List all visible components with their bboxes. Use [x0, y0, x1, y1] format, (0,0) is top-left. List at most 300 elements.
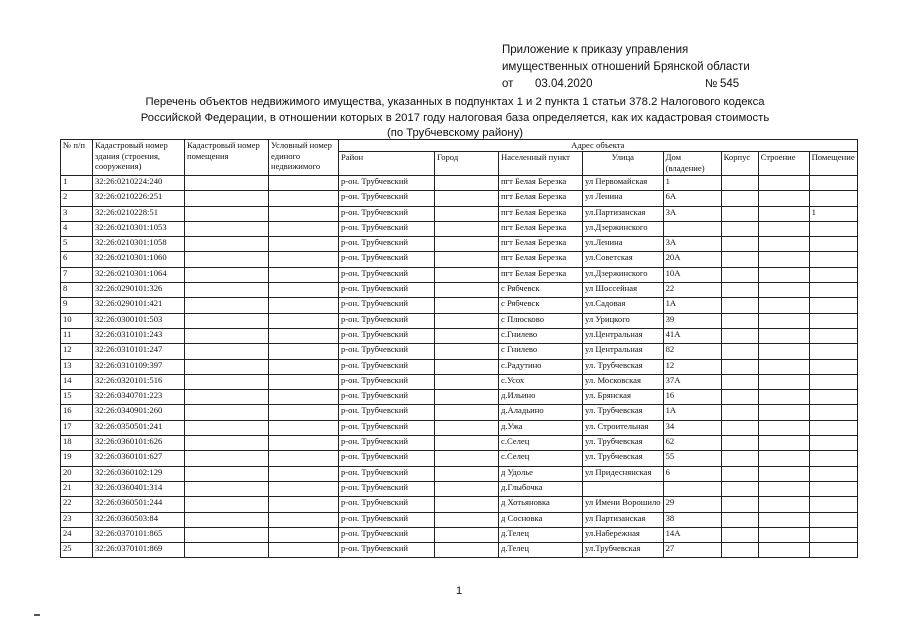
- cell-cad-building: 32:26:0360101:627: [93, 451, 185, 466]
- cell-street: ул Ленина: [583, 191, 664, 206]
- cell-district: р-он. Трубчевский: [339, 221, 435, 236]
- cell-district: р-он. Трубчевский: [339, 466, 435, 481]
- cell-num: 20: [61, 466, 93, 481]
- cell-street: ул. Брянская: [583, 390, 664, 405]
- cell-settlement: д.Телец: [499, 527, 583, 542]
- cell-street: ул. Трубчевская: [583, 451, 664, 466]
- cell-stroenie: [758, 252, 809, 267]
- cell-cad-building: 32:26:0320101:516: [93, 374, 185, 389]
- cell-city: [435, 451, 499, 466]
- cell-korpus: [721, 451, 758, 466]
- cell-cad-room: [185, 328, 269, 343]
- table-row: [61, 176, 858, 191]
- cell-settlement: пгт Белая Березка: [499, 237, 583, 252]
- cell-district: р-он. Трубчевский: [339, 543, 435, 558]
- cell-house: 12: [663, 359, 721, 374]
- cell-house: 14А: [663, 527, 721, 542]
- cell-room: [809, 313, 857, 328]
- cell-cad-building: 32:26:0350501:241: [93, 420, 185, 435]
- cell-street: ул Имени Ворошило: [583, 497, 664, 512]
- cell-korpus: [721, 237, 758, 252]
- cell-city: [435, 527, 499, 542]
- cell-house: 1: [663, 176, 721, 191]
- cell-cad-room: [185, 527, 269, 542]
- cell-city: [435, 497, 499, 512]
- cell-city: [435, 420, 499, 435]
- cell-num: 11: [61, 328, 93, 343]
- cell-cad-building: 32:26:0340901:260: [93, 405, 185, 420]
- cell-street: ул.Трубчевская: [583, 543, 664, 558]
- cell-settlement: с.Радутино: [499, 359, 583, 374]
- cell-house: 22: [663, 283, 721, 298]
- cell-cond-number: [269, 527, 339, 542]
- cell-house: 82: [663, 344, 721, 359]
- cell-korpus: [721, 176, 758, 191]
- cell-korpus: [721, 512, 758, 527]
- cell-house: [663, 481, 721, 496]
- header-cad-building: Кадастровый номер здания (строения, сооружения): [93, 140, 185, 176]
- cell-cad-room: [185, 313, 269, 328]
- cell-cond-number: [269, 328, 339, 343]
- cell-district: р-он. Трубчевский: [339, 344, 435, 359]
- cell-cond-number: [269, 359, 339, 374]
- table-row: [61, 267, 858, 282]
- cell-num: 13: [61, 359, 93, 374]
- cell-cad-room: [185, 420, 269, 435]
- table-row: [61, 420, 858, 435]
- cell-korpus: [721, 497, 758, 512]
- cell-cond-number: [269, 481, 339, 496]
- cell-cad-room: [185, 543, 269, 558]
- cell-cond-number: [269, 436, 339, 451]
- header-settlement: Населенный пункт: [499, 152, 583, 176]
- cell-cad-room: [185, 221, 269, 236]
- cell-room: [809, 328, 857, 343]
- cell-house: 29: [663, 497, 721, 512]
- order-header-line2: имущественных отношений Брянской области: [502, 61, 750, 73]
- cell-stroenie: [758, 374, 809, 389]
- cell-cond-number: [269, 283, 339, 298]
- cell-room: [809, 298, 857, 313]
- cell-district: р-он. Трубчевский: [339, 359, 435, 374]
- cell-street: ул.Центральная: [583, 328, 664, 343]
- cell-num: 5: [61, 237, 93, 252]
- table-row: [61, 313, 858, 328]
- cell-num: 1: [61, 176, 93, 191]
- cell-cad-building: 32:26:0360503:84: [93, 512, 185, 527]
- cell-street: ул.Партизанская: [583, 206, 664, 221]
- cell-cad-building: 32:26:0300101:503: [93, 313, 185, 328]
- table-row: [61, 436, 858, 451]
- cell-settlement: с Плюсково: [499, 313, 583, 328]
- cell-stroenie: [758, 344, 809, 359]
- table-body: [61, 176, 858, 558]
- cell-stroenie: [758, 283, 809, 298]
- table-row: [61, 283, 858, 298]
- cell-cad-building: 32:26:0360401:314: [93, 481, 185, 496]
- cell-cad-room: [185, 344, 269, 359]
- cell-num: 15: [61, 390, 93, 405]
- cell-cond-number: [269, 512, 339, 527]
- cell-city: [435, 328, 499, 343]
- cell-cad-building: 32:26:0210226:251: [93, 191, 185, 206]
- cell-num: 3: [61, 206, 93, 221]
- cell-settlement: пгт Белая Березка: [499, 221, 583, 236]
- cell-stroenie: [758, 512, 809, 527]
- cell-room: [809, 481, 857, 496]
- cell-district: р-он. Трубчевский: [339, 497, 435, 512]
- cell-cad-building: 32:26:0310109:397: [93, 359, 185, 374]
- cell-num: 10: [61, 313, 93, 328]
- cell-cad-building: 32:26:0290101:326: [93, 283, 185, 298]
- table-row: [61, 374, 858, 389]
- order-number-label: №: [705, 78, 718, 90]
- cell-room: [809, 283, 857, 298]
- cell-stroenie: [758, 466, 809, 481]
- table-row: [61, 206, 858, 221]
- cell-city: [435, 191, 499, 206]
- header-num: № п/п: [61, 140, 93, 176]
- cell-street: ул.Дзержинского: [583, 267, 664, 282]
- cell-house: 20А: [663, 252, 721, 267]
- cell-district: р-он. Трубчевский: [339, 206, 435, 221]
- cell-korpus: [721, 359, 758, 374]
- order-header-line1: Приложение к приказу управления: [502, 44, 689, 56]
- cell-korpus: [721, 481, 758, 496]
- cell-cond-number: [269, 313, 339, 328]
- cell-num: 14: [61, 374, 93, 389]
- cell-korpus: [721, 527, 758, 542]
- cell-cond-number: [269, 206, 339, 221]
- cell-district: р-он. Трубчевский: [339, 267, 435, 282]
- cell-cad-room: [185, 283, 269, 298]
- cell-cond-number: [269, 237, 339, 252]
- cell-cond-number: [269, 543, 339, 558]
- cell-stroenie: [758, 267, 809, 282]
- cell-num: 8: [61, 283, 93, 298]
- cell-stroenie: [758, 451, 809, 466]
- cell-street: ул. Трубчевская: [583, 436, 664, 451]
- cell-room: [809, 497, 857, 512]
- cell-cad-building: 32:26:0210228:51: [93, 206, 185, 221]
- cell-cad-building: 32:26:0290101:421: [93, 298, 185, 313]
- cell-settlement: пгт Белая Березка: [499, 191, 583, 206]
- cell-settlement: с Рябчевск: [499, 283, 583, 298]
- cell-num: 25: [61, 543, 93, 558]
- cell-street: ул Шоссейная: [583, 283, 664, 298]
- cell-district: р-он. Трубчевский: [339, 481, 435, 496]
- cell-korpus: [721, 206, 758, 221]
- table-row: [61, 451, 858, 466]
- cell-street: ул. Трубчевская: [583, 359, 664, 374]
- cell-num: 22: [61, 497, 93, 512]
- cell-house: [663, 221, 721, 236]
- cell-city: [435, 313, 499, 328]
- cell-room: [809, 267, 857, 282]
- cell-cond-number: [269, 252, 339, 267]
- cell-city: [435, 390, 499, 405]
- cell-stroenie: [758, 221, 809, 236]
- cell-settlement: с Гнилево: [499, 344, 583, 359]
- cell-cad-building: 32:26:0210301:1053: [93, 221, 185, 236]
- cell-korpus: [721, 252, 758, 267]
- table-header-row: [61, 140, 858, 152]
- cell-cad-room: [185, 176, 269, 191]
- cell-cond-number: [269, 191, 339, 206]
- cell-stroenie: [758, 497, 809, 512]
- table-row: [61, 252, 858, 267]
- cell-korpus: [721, 543, 758, 558]
- cell-street: ул. Строительная: [583, 420, 664, 435]
- cell-room: [809, 512, 857, 527]
- cell-street: ул.Дзержинского: [583, 221, 664, 236]
- cell-city: [435, 359, 499, 374]
- cell-settlement: д Хотьяновка: [499, 497, 583, 512]
- cell-district: р-он. Трубчевский: [339, 237, 435, 252]
- cell-cad-room: [185, 436, 269, 451]
- cell-room: [809, 436, 857, 451]
- cell-room: [809, 176, 857, 191]
- cell-settlement: пгт Белая Березка: [499, 206, 583, 221]
- cell-num: 24: [61, 527, 93, 542]
- table-row: [61, 359, 858, 374]
- cell-cad-room: [185, 359, 269, 374]
- cell-num: 7: [61, 267, 93, 282]
- document-title: [60, 95, 850, 142]
- cell-settlement: с.Селец: [499, 436, 583, 451]
- cell-stroenie: [758, 405, 809, 420]
- cell-settlement: д.Глыбочка: [499, 481, 583, 496]
- cell-stroenie: [758, 436, 809, 451]
- order-number: 545: [720, 78, 740, 90]
- cell-city: [435, 206, 499, 221]
- cell-district: р-он. Трубчевский: [339, 512, 435, 527]
- cell-room: [809, 221, 857, 236]
- cell-cad-room: [185, 206, 269, 221]
- cell-house: 41А: [663, 328, 721, 343]
- cell-cond-number: [269, 267, 339, 282]
- cell-street: ул. Московская: [583, 374, 664, 389]
- cell-room: [809, 420, 857, 435]
- cell-cond-number: [269, 298, 339, 313]
- table-row: [61, 405, 858, 420]
- cell-street: ул Урицкого: [583, 313, 664, 328]
- cell-cad-building: 32:26:0360101:626: [93, 436, 185, 451]
- cell-district: р-он. Трубчевский: [339, 405, 435, 420]
- header-district: Район: [339, 152, 435, 176]
- cell-num: 16: [61, 405, 93, 420]
- cell-cond-number: [269, 466, 339, 481]
- cell-num: 17: [61, 420, 93, 435]
- cell-cond-number: [269, 176, 339, 191]
- table-row: [61, 466, 858, 481]
- cell-district: р-он. Трубчевский: [339, 313, 435, 328]
- cell-cond-number: [269, 221, 339, 236]
- cell-room: [809, 466, 857, 481]
- cell-korpus: [721, 283, 758, 298]
- cell-settlement: д.Аладьино: [499, 405, 583, 420]
- cell-street: ул.Ленина: [583, 237, 664, 252]
- cell-korpus: [721, 313, 758, 328]
- cell-room: [809, 237, 857, 252]
- cell-city: [435, 512, 499, 527]
- cell-street: ул Партизанская: [583, 512, 664, 527]
- cell-cad-room: [185, 191, 269, 206]
- cell-stroenie: [758, 359, 809, 374]
- cell-cad-building: 32:26:0360102:129: [93, 466, 185, 481]
- cell-house: 6А: [663, 191, 721, 206]
- cell-room: 1: [809, 206, 857, 221]
- cell-city: [435, 298, 499, 313]
- cell-house: 1А: [663, 298, 721, 313]
- cell-cad-room: [185, 497, 269, 512]
- cell-house: 55: [663, 451, 721, 466]
- cell-settlement: с.Гнилево: [499, 328, 583, 343]
- cell-district: р-он. Трубчевский: [339, 436, 435, 451]
- cell-room: [809, 451, 857, 466]
- cell-cond-number: [269, 405, 339, 420]
- cell-room: [809, 390, 857, 405]
- cell-house: 10А: [663, 267, 721, 282]
- cell-num: 18: [61, 436, 93, 451]
- cell-korpus: [721, 191, 758, 206]
- table-row: [61, 237, 858, 252]
- header-cad-room: Кадастровый номер помещения: [185, 140, 269, 176]
- cell-street: ул.Садовая: [583, 298, 664, 313]
- cell-house: 38: [663, 512, 721, 527]
- cell-street: ул.Советская: [583, 252, 664, 267]
- document-title-line2: Российской Федерации, в отношении которых в 2017 году налоговая база определяется, как их кадастровая стоимость: [140, 111, 770, 124]
- cell-stroenie: [758, 420, 809, 435]
- cell-room: [809, 543, 857, 558]
- cell-korpus: [721, 466, 758, 481]
- cell-settlement: д.Телец: [499, 543, 583, 558]
- cell-district: р-он. Трубчевский: [339, 191, 435, 206]
- order-header: [502, 42, 750, 76]
- table-row: [61, 344, 858, 359]
- cell-stroenie: [758, 527, 809, 542]
- cell-num: 12: [61, 344, 93, 359]
- cell-cond-number: [269, 420, 339, 435]
- table-row: [61, 221, 858, 236]
- cell-city: [435, 283, 499, 298]
- cell-num: 21: [61, 481, 93, 496]
- cell-house: 3А: [663, 206, 721, 221]
- cell-city: [435, 543, 499, 558]
- cell-stroenie: [758, 176, 809, 191]
- cell-num: 23: [61, 512, 93, 527]
- cell-stroenie: [758, 481, 809, 496]
- header-room: Помещение: [809, 152, 857, 176]
- cell-cad-building: 32:26:0310101:243: [93, 328, 185, 343]
- cell-num: 2: [61, 191, 93, 206]
- cell-room: [809, 252, 857, 267]
- cell-cad-room: [185, 512, 269, 527]
- cell-cad-building: 32:26:0210301:1060: [93, 252, 185, 267]
- cell-cad-building: 32:26:0370101:865: [93, 527, 185, 542]
- scan-mark: [34, 614, 40, 616]
- cell-settlement: д Сосновка: [499, 512, 583, 527]
- cell-settlement: д.Ужа: [499, 420, 583, 435]
- cell-korpus: [721, 267, 758, 282]
- cell-house: 62: [663, 436, 721, 451]
- cell-stroenie: [758, 328, 809, 343]
- cell-korpus: [721, 328, 758, 343]
- cell-street: ул Центральная: [583, 344, 664, 359]
- cell-room: [809, 344, 857, 359]
- cell-district: р-он. Трубчевский: [339, 298, 435, 313]
- cell-city: [435, 237, 499, 252]
- table-row: [61, 527, 858, 542]
- cell-settlement: д Удолье: [499, 466, 583, 481]
- cell-city: [435, 221, 499, 236]
- cell-settlement: пгт Белая Березка: [499, 176, 583, 191]
- cell-cond-number: [269, 344, 339, 359]
- cell-cad-building: 32:26:0210301:1064: [93, 267, 185, 282]
- cell-settlement: пгт Белая Березка: [499, 252, 583, 267]
- header-cond-number: Условный номер единого недвижимого: [269, 140, 339, 176]
- cell-cad-room: [185, 481, 269, 496]
- cell-cad-room: [185, 405, 269, 420]
- cell-district: р-он. Трубчевский: [339, 451, 435, 466]
- cell-korpus: [721, 390, 758, 405]
- cell-korpus: [721, 374, 758, 389]
- cell-city: [435, 344, 499, 359]
- cell-street: ул.Набережная: [583, 527, 664, 542]
- property-register-table: [60, 139, 858, 558]
- cell-cad-building: 32:26:0360501:244: [93, 497, 185, 512]
- cell-house: 3А: [663, 237, 721, 252]
- cell-korpus: [721, 344, 758, 359]
- cell-korpus: [721, 221, 758, 236]
- cell-city: [435, 252, 499, 267]
- cell-cad-room: [185, 237, 269, 252]
- cell-cad-building: 32:26:0310101:247: [93, 344, 185, 359]
- cell-stroenie: [758, 313, 809, 328]
- document-title-line3: (по Трубчевскому району): [386, 127, 524, 139]
- cell-cad-building: 32:26:0340701:223: [93, 390, 185, 405]
- cell-korpus: [721, 420, 758, 435]
- cell-city: [435, 436, 499, 451]
- header-address: Адрес объекта: [339, 140, 858, 152]
- cell-district: р-он. Трубчевский: [339, 328, 435, 343]
- cell-street: ул Придеснянская: [583, 466, 664, 481]
- cell-cad-building: 32:26:0370101:869: [93, 543, 185, 558]
- cell-cond-number: [269, 451, 339, 466]
- cell-district: р-он. Трубчевский: [339, 283, 435, 298]
- cell-district: р-он. Трубчевский: [339, 390, 435, 405]
- cell-district: р-он. Трубчевский: [339, 374, 435, 389]
- cell-korpus: [721, 298, 758, 313]
- cell-district: р-он. Трубчевский: [339, 252, 435, 267]
- cell-city: [435, 374, 499, 389]
- table-row: [61, 328, 858, 343]
- cell-house: 27: [663, 543, 721, 558]
- cell-cad-room: [185, 451, 269, 466]
- cell-cond-number: [269, 374, 339, 389]
- cell-house: 16: [663, 390, 721, 405]
- cell-room: [809, 527, 857, 542]
- cell-room: [809, 374, 857, 389]
- cell-num: 6: [61, 252, 93, 267]
- cell-korpus: [721, 405, 758, 420]
- header-korpus: Корпус: [721, 152, 758, 176]
- cell-house: 1А: [663, 405, 721, 420]
- cell-stroenie: [758, 390, 809, 405]
- cell-num: 9: [61, 298, 93, 313]
- cell-house: 6: [663, 466, 721, 481]
- cell-cond-number: [269, 497, 339, 512]
